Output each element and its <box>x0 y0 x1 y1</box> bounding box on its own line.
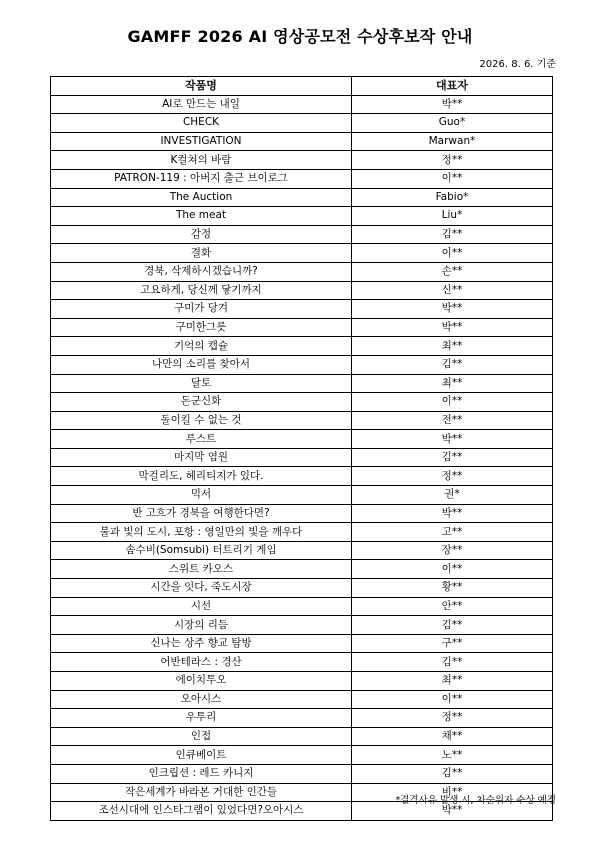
table-row <box>51 262 553 281</box>
work-title-cell: 반 고흐가 경북을 여행한다면? <box>51 504 352 523</box>
representative-cell: 박** <box>352 318 553 337</box>
work-title-cell: 신나는 상주 향교 탐방 <box>51 634 352 653</box>
table-row <box>51 95 553 114</box>
representative-cell: 박** <box>352 300 553 319</box>
representative-cell: 김** <box>352 616 553 635</box>
representative-cell: 김** <box>352 653 553 672</box>
representative-cell: 최** <box>352 337 553 356</box>
table-row <box>51 337 553 356</box>
table-row <box>51 393 553 412</box>
work-title-cell: 조선시대에 인스타그램이 있었다면?오아시스 <box>51 802 352 821</box>
table-row <box>51 188 553 207</box>
header-representative: 대표자 <box>352 77 553 96</box>
table-row <box>51 374 553 393</box>
table-row <box>51 653 553 672</box>
table-row <box>51 300 553 319</box>
work-title-cell: 기억의 캡슐 <box>51 337 352 356</box>
work-title-cell: 인큐베이트 <box>51 746 352 765</box>
representative-cell: 정** <box>352 709 553 728</box>
table-row <box>51 467 553 486</box>
work-title-cell: 솜수비(Somsubi) 터트리기 게임 <box>51 541 352 560</box>
table-row <box>51 411 553 430</box>
representative-cell: 장** <box>352 541 553 560</box>
table-row <box>51 616 553 635</box>
representative-cell: 정** <box>352 467 553 486</box>
reference-date: 2026. 8. 6. 기준 <box>479 59 556 70</box>
representative-cell: 이** <box>352 560 553 579</box>
table-row <box>51 634 553 653</box>
work-title-cell: 나만의 소리를 찾아서 <box>51 355 352 374</box>
representative-cell: 황** <box>352 579 553 598</box>
table-row <box>51 281 553 300</box>
work-title-cell: 구미가 당겨 <box>51 300 352 319</box>
work-title-cell: 돈군신화 <box>51 393 352 412</box>
representative-cell: 전** <box>352 411 553 430</box>
representative-cell: 박** <box>352 95 553 114</box>
work-title-cell: The Auction <box>51 188 352 207</box>
work-title-cell: 감정 <box>51 225 352 244</box>
table-row <box>51 430 553 449</box>
representative-cell: 박** <box>352 430 553 449</box>
representative-cell: 노** <box>352 746 553 765</box>
header-title: 작품명 <box>51 77 352 96</box>
table-row <box>51 114 553 133</box>
work-title-cell: The meat <box>51 207 352 226</box>
representative-cell: 이** <box>352 690 553 709</box>
work-title-cell: K컬쳐의 바람 <box>51 151 352 170</box>
work-title-cell: 에이치투오 <box>51 672 352 691</box>
work-title-cell: 시간을 잇다, 죽도시장 <box>51 579 352 598</box>
representative-cell: 박** <box>352 802 553 821</box>
representative-cell: 신** <box>352 281 553 300</box>
representative-cell: 정** <box>352 151 553 170</box>
work-title-cell: INVESTIGATION <box>51 132 352 151</box>
representative-cell: 고** <box>352 523 553 542</box>
representative-cell: Marwan* <box>352 132 553 151</box>
table-row <box>51 448 553 467</box>
representative-cell: 김** <box>352 448 553 467</box>
table-row <box>51 504 553 523</box>
work-title-cell: 구미한그릇 <box>51 318 352 337</box>
representative-cell: 김** <box>352 225 553 244</box>
table-row <box>51 151 553 170</box>
representative-cell: 이** <box>352 169 553 188</box>
representative-cell: Guo* <box>352 114 553 133</box>
work-title-cell: 믹서 <box>51 486 352 505</box>
table-row <box>51 746 553 765</box>
candidates-table <box>50 76 553 821</box>
work-title-cell: 고요하게, 당신께 닿기까지 <box>51 281 352 300</box>
work-title-cell: 경북, 삭제하시겠습니까? <box>51 262 352 281</box>
table-row <box>51 132 553 151</box>
table-row <box>51 207 553 226</box>
representative-cell: 김** <box>352 355 553 374</box>
work-title-cell: 오아시스 <box>51 690 352 709</box>
work-title-cell: 불과 빛의 도시, 포항 : 영일만의 빛을 깨우다 <box>51 523 352 542</box>
table-row <box>51 541 553 560</box>
work-title-cell: 마지막 염원 <box>51 448 352 467</box>
table-row <box>51 709 553 728</box>
table-row <box>51 318 553 337</box>
work-title-cell: 스위트 카오스 <box>51 560 352 579</box>
representative-cell: 안** <box>352 597 553 616</box>
representative-cell: 비** <box>352 783 553 802</box>
table-row <box>51 355 553 374</box>
representative-cell: 권* <box>352 486 553 505</box>
work-title-cell: 돌이킬 수 없는 것 <box>51 411 352 430</box>
work-title-cell: 루스트 <box>51 430 352 449</box>
table-row <box>51 727 553 746</box>
table-row <box>51 560 553 579</box>
table-row <box>51 486 553 505</box>
table-row <box>51 579 553 598</box>
representative-cell: 손** <box>352 262 553 281</box>
representative-cell: 최** <box>352 672 553 691</box>
work-title-cell: 인크립션 : 레드 카니지 <box>51 764 352 783</box>
work-title-cell: 시장의 리듬 <box>51 616 352 635</box>
representative-cell: 이** <box>352 393 553 412</box>
work-title-cell: AI로 만드는 내일 <box>51 95 352 114</box>
footnote: *결격사유 발생 시, 차순위자 수상 예정 <box>395 795 556 806</box>
work-title-cell: 어반테라스 : 경산 <box>51 653 352 672</box>
representative-cell: Fabio* <box>352 188 553 207</box>
representative-cell: 최** <box>352 374 553 393</box>
table-row <box>51 225 553 244</box>
table-header-row <box>51 77 553 96</box>
work-title-cell: 작은세계가 바라본 거대한 인간들 <box>51 783 352 802</box>
work-title-cell: 막걸리도, 헤리티지가 있다. <box>51 467 352 486</box>
table-row <box>51 244 553 263</box>
representative-cell: 구** <box>352 634 553 653</box>
representative-cell: Liu* <box>352 207 553 226</box>
representative-cell: 이** <box>352 244 553 263</box>
table-body <box>51 95 553 820</box>
work-title-cell: 우투리 <box>51 709 352 728</box>
work-title-cell: PATRON-119 : 아버지 출근 브이로그 <box>51 169 352 188</box>
work-title-cell: 달토 <box>51 374 352 393</box>
table-row <box>51 169 553 188</box>
table-row <box>51 597 553 616</box>
work-title-cell: 인접 <box>51 727 352 746</box>
representative-cell: 김** <box>352 764 553 783</box>
representative-cell: 채** <box>352 727 553 746</box>
table-row <box>51 690 553 709</box>
work-title-cell: CHECK <box>51 114 352 133</box>
work-title-cell: 결화 <box>51 244 352 263</box>
table-row <box>51 672 553 691</box>
table-row <box>51 764 553 783</box>
table-row <box>51 523 553 542</box>
representative-cell: 박** <box>352 504 553 523</box>
document-title: GAMFF 2026 AI 영상공모전 수상후보작 안내 <box>127 27 473 46</box>
work-title-cell: 시선 <box>51 597 352 616</box>
